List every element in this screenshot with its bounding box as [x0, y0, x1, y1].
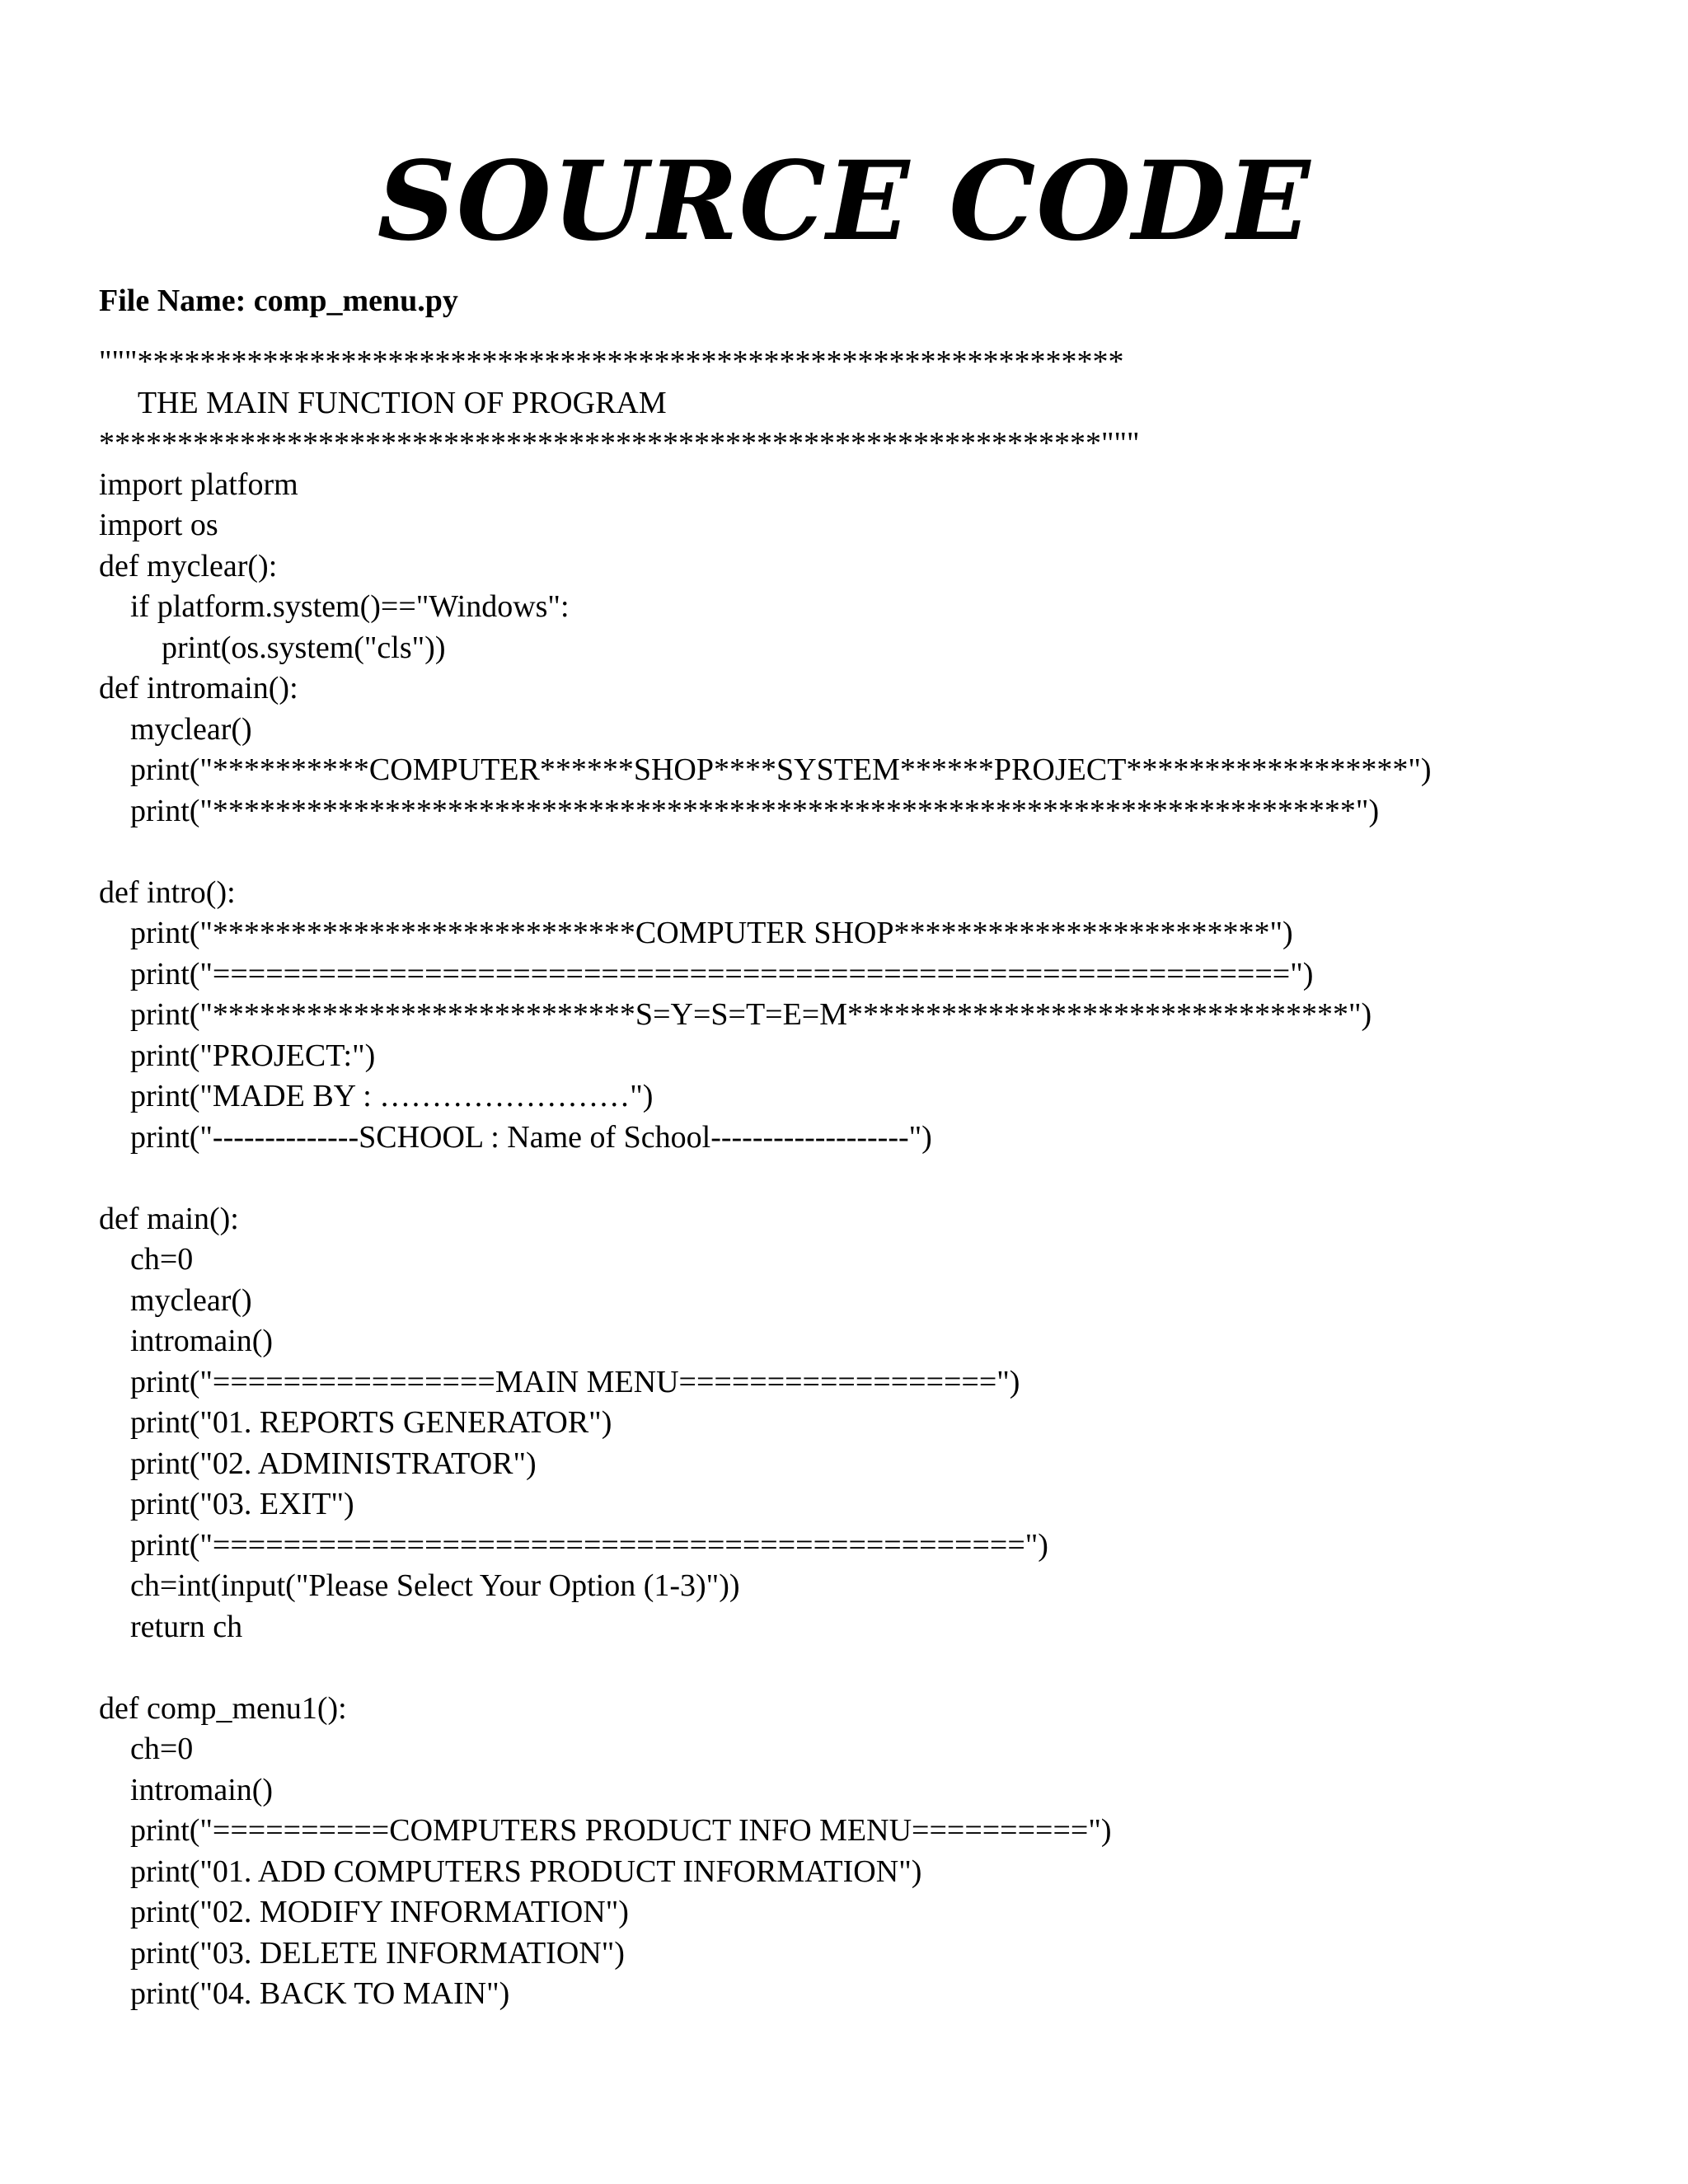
code-line: intromain()	[99, 1324, 274, 1358]
code-line: print("================MAIN MENU==================")	[99, 1364, 1020, 1399]
code-line: print("MADE BY : ……………………")	[99, 1079, 654, 1113]
file-name-label: File Name: comp_menu.py	[99, 284, 458, 318]
code-line: print("02. ADMINISTRATOR")	[99, 1446, 537, 1481]
code-line: print("==========COMPUTERS PRODUCT INFO MENU==========")	[99, 1813, 1112, 1848]
code-line: import os	[99, 508, 218, 542]
code-line: def comp_menu1():	[99, 1690, 347, 1726]
code-line: print("01. REPORTS GENERATOR")	[99, 1405, 612, 1440]
code-line	[99, 1647, 1648, 1689]
code-line: myclear()	[99, 711, 252, 747]
code-line: print("02. MODIFY INFORMATION")	[99, 1895, 629, 1929]
code-line: intromain()	[99, 1772, 274, 1807]
code-line: print("--------------SCHOOL : Name of School-------------------")	[99, 1119, 932, 1155]
code-line: ****************************************************************"""	[99, 426, 1140, 461]
code-line: myclear()	[99, 1282, 252, 1318]
code-line: ch=int(input("Please Select Your Option (1-3)"))	[99, 1568, 740, 1603]
code-line: THE MAIN FUNCTION OF PROGRAM	[99, 385, 667, 420]
page-title: SOURCE CODE	[377, 138, 1311, 265]
code-line: print("04. BACK TO MAIN")	[99, 1976, 510, 2011]
code-line: """***************************************************************	[99, 344, 1124, 379]
code-line: print("==============================================")	[99, 1527, 1048, 1563]
code-line	[99, 832, 1648, 873]
code-line: print("PROJECT:")	[99, 1038, 376, 1073]
code-line: print("*************************************************************************")	[99, 793, 1380, 828]
source-code-block	[99, 342, 1648, 2015]
code-line: print("03. EXIT")	[99, 1487, 354, 1521]
code-line: return ch	[99, 1609, 243, 1644]
code-line: print("***************************COMPUTER SHOP************************")	[99, 916, 1293, 950]
code-line: print("***************************S=Y=S=T=E=M********************************")	[99, 997, 1372, 1032]
code-line: print("01. ADD COMPUTERS PRODUCT INFORMATION")	[99, 1854, 922, 1889]
code-line: def myclear():	[99, 548, 278, 583]
code-line: print("=============================================================")	[99, 956, 1314, 991]
code-line: print("**********COMPUTER******SHOP****SYSTEM******PROJECT******************")	[99, 752, 1432, 787]
code-line: import platform	[99, 466, 298, 502]
code-line: ch=0	[99, 1732, 194, 1766]
code-line: ch=0	[99, 1242, 194, 1277]
code-line: print(os.system("cls"))	[99, 630, 446, 665]
code-line: def intro():	[99, 874, 236, 910]
code-line: def main():	[99, 1201, 239, 1236]
code-line: print("03. DELETE INFORMATION")	[99, 1935, 625, 1971]
code-line: if platform.system()=="Windows":	[99, 589, 570, 624]
code-line	[99, 1158, 1648, 1199]
code-line: def intromain():	[99, 671, 298, 705]
